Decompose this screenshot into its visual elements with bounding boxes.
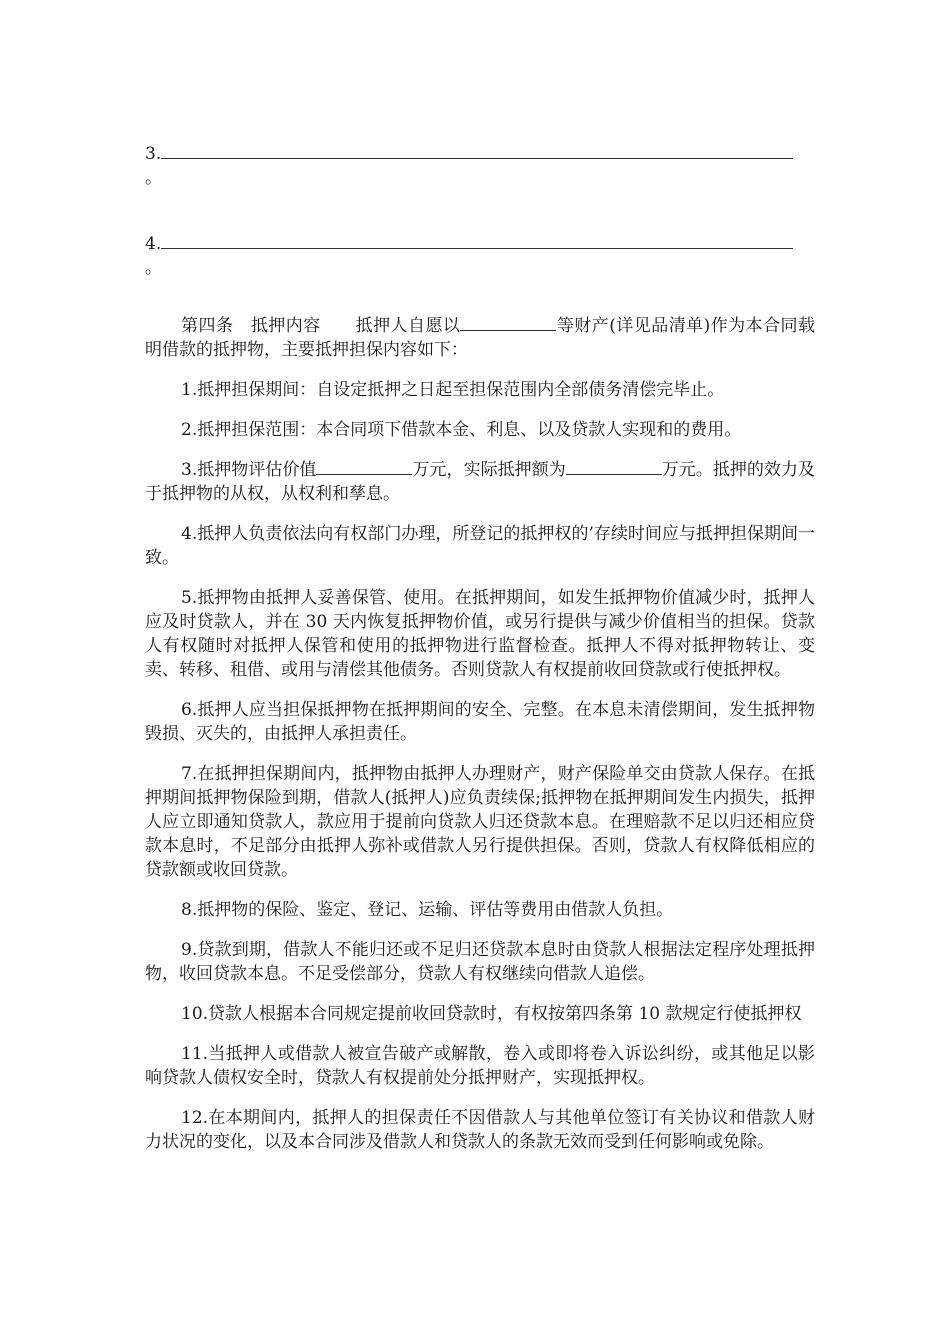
blank-item-3 bbox=[145, 140, 815, 190]
clause-3-part-c: 万元。抵押的效力及于抵押物的从权，从权利和孳息。 bbox=[145, 460, 816, 504]
clause-3 bbox=[145, 458, 815, 506]
clause-3-part-a: 3.抵押物评估价值 bbox=[181, 460, 317, 480]
blank-item-4 bbox=[145, 230, 815, 280]
blank-item-end: 。 bbox=[145, 168, 162, 188]
article-4-heading bbox=[145, 314, 815, 362]
clause-10: 10.贷款人根据本合同规定提前收回贷款时，有权按第四条第 10 款规定行使抵押权 bbox=[181, 1004, 802, 1024]
blank-item-number: 3. bbox=[145, 144, 162, 164]
document-page bbox=[145, 140, 815, 1170]
blank-item-number: 4. bbox=[145, 234, 162, 254]
clause-7: 7.在抵押担保期间内，抵押物由抵押人办理财产，财产保险单交由贷款人保存。在抵押期间抵押物保险到期，借款人(抵押人)应负责续保;抵押物在抵押期间发生内损失，抵押人应立即通知贷款人，款应用于提前向贷款人归还贷款本息。在理赔款不足以归还相应贷款本息时，不足部分由抵押人弥补或借款人另行提供担保。否则，贷款人有权降低相应的贷款额或收回贷款。 bbox=[145, 764, 815, 880]
clause-1: 1.抵押担保期间：自设定抵押之日起至担保范围内全部债务清偿完毕止。 bbox=[181, 380, 725, 400]
blank-line bbox=[161, 230, 793, 249]
clause-6: 6.抵押人应当担保抵押物在抵押期间的安全、完整。在本息未清偿期间，发生抵押物毁损、灭失的，由抵押人承担责任。 bbox=[145, 700, 815, 744]
clause-8: 8.抵押物的保险、鉴定、登记、运输、评估等费用由借款人负担。 bbox=[181, 900, 674, 920]
clause-12: 12.在本期间内，抵押人的担保责任不因借款人与其他单位签订有关协议和借款人财力状况的变化，以及本合同涉及借款人和贷款人的条款无效而受到任何影响或免除。 bbox=[145, 1108, 815, 1152]
blank-item-end: 。 bbox=[145, 258, 162, 278]
clause-2: 2.抵押担保范围：本合同项下借款本金、利息、以及贷款人实现和的费用。 bbox=[181, 420, 742, 440]
fill-blank bbox=[316, 458, 412, 475]
clause-9: 9.贷款到期，借款人不能归还或不足归还贷款本息时由贷款人根据法定程序处理抵押物，收回贷款本息。不足受偿部分，贷款人有权继续向借款人追偿。 bbox=[145, 940, 815, 984]
article-4-heading-text: 第四条 抵押内容 抵押人自愿以 bbox=[181, 316, 461, 336]
clause-5: 5.抵押物由抵押人妥善保管、使用。在抵押期间，如发生抵押物价值减少时，抵押人应及时贷款人，并在 30 天内恢复抵押物价值，或另行提供与减少价值相当的担保。贷款人有权随时对抵押人保管和使用的抵押物进行监督检查。抵押人不得对抵押物转让、变卖、转移、租借、或用与清偿其他债务。否则贷款人有权提前收回贷款或行使抵押权。 bbox=[145, 588, 815, 680]
blank-line bbox=[161, 140, 793, 159]
article-4-heading-after: 等财产(详见品清单)作为本合同载明借款的抵押物，主要抵押担保内容如下： bbox=[145, 316, 816, 360]
clause-11: 11.当抵押人或借款人被宣告破产或解散，卷入或即将卷入诉讼纠纷，或其他足以影响贷款人债权安全时，贷款人有权提前处分抵押财产，实现抵押权。 bbox=[145, 1044, 815, 1088]
fill-blank bbox=[460, 314, 556, 331]
clause-3-part-b: 万元，实际抵押额为 bbox=[412, 460, 566, 480]
fill-blank bbox=[566, 458, 662, 475]
clause-4: 4.抵押人负责依法向有权部门办理，所登记的抵押权的’存续时间应与抵押担保期间一致。 bbox=[145, 524, 815, 568]
